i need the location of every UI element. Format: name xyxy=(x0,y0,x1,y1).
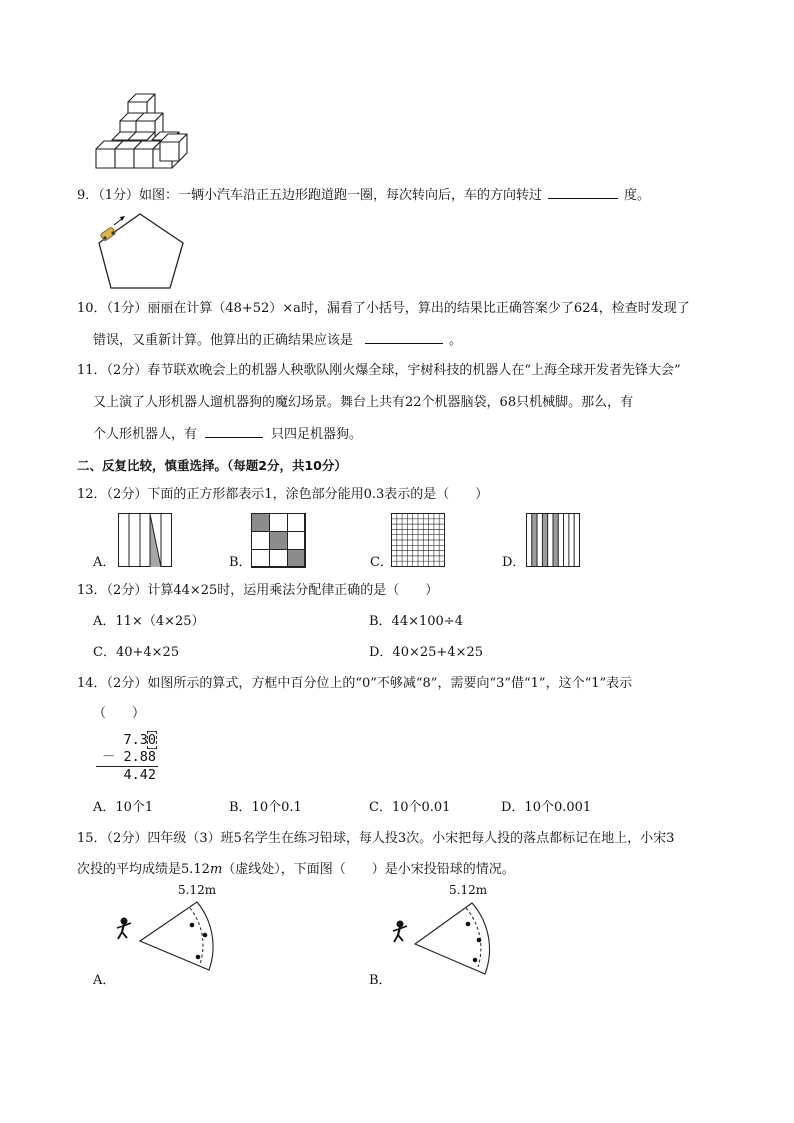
cube xyxy=(160,134,187,161)
shaded-cell xyxy=(270,532,288,550)
car-icon xyxy=(100,227,116,242)
question-13-stem: 13．（2分）计算44×25时，运用乘法分配律正确的是（ ） xyxy=(77,583,439,598)
question-10-line1: 10．（1分）丽丽在计算（48+52）×a时，漏看了小括号，算出的结果比正确答案少了624，检查时发现了 xyxy=(77,301,690,316)
q12-option-b-label[interactable]: B． xyxy=(229,555,252,570)
grid-cell xyxy=(270,550,288,568)
q14-option-c[interactable]: C．10个0.01 xyxy=(369,800,451,815)
thrower-icon xyxy=(393,921,407,942)
shaded-cell xyxy=(252,514,270,532)
question-12-stem: 12．（2分）下面的正方形都表示1，涂色部分能用0.3表示的是（ ） xyxy=(77,487,489,502)
thrower-icon xyxy=(117,918,131,939)
q13-option-b[interactable]: B．44×100÷4 xyxy=(369,614,463,629)
q10-answer-blank[interactable] xyxy=(365,331,443,344)
fig-a-distance-label: 5.12m xyxy=(178,883,217,897)
grid-cell xyxy=(288,514,306,532)
section-2-title: 二、反复比较，慎重选择。（每题2分，共10分） xyxy=(77,458,347,473)
q15-figure-b xyxy=(388,894,498,984)
shaded-strip xyxy=(553,514,558,567)
question-9: 9．（1分）如图：一辆小汽车沿正五边形跑道跑一圈，每次转向后，车的方向转过 度。 xyxy=(77,188,651,203)
pentagon-track-figure xyxy=(95,212,190,290)
shaded-strip xyxy=(542,514,547,567)
direction-arrow-icon xyxy=(114,216,125,225)
shaded-strip xyxy=(532,514,537,567)
q14-option-a[interactable]: A．10个1 xyxy=(93,800,154,815)
strip xyxy=(569,514,574,567)
question-11-line1: 11．（2分）春节联欢晚会上的机器人秧歌队刚火爆全球，宇树科技的机器人在“上海全球开发者先锋大会” xyxy=(77,363,681,378)
strip xyxy=(564,514,569,567)
q13-option-d[interactable]: D．40×25+4×25 xyxy=(369,645,483,660)
question-11-line2: 又上演了人形机器人遛机器狗的魔幻场景。舞台上共有22个机器脑袋，68只机械脚。那么，有 xyxy=(93,395,634,410)
grid-cell xyxy=(270,514,288,532)
strip xyxy=(548,514,553,567)
q14-option-d[interactable]: D．10个0.001 xyxy=(501,800,592,815)
strip xyxy=(537,514,542,567)
calc-subtrahend: － 2.88 xyxy=(101,749,156,765)
grid-cell xyxy=(288,532,306,550)
hundredths-digit-box: 0 xyxy=(147,732,156,748)
q15-option-a-label[interactable]: A． xyxy=(93,973,116,988)
question-14-stem: 14．（2分）如图所示的算式，方框中百分位上的“0”不够减“8”，需要向“3”借“1”，这个“1”表示 xyxy=(77,676,633,691)
strip xyxy=(527,514,532,567)
fig-b-distance-label: 5.12m xyxy=(449,883,488,897)
calc-top-digits: 7.3 xyxy=(123,732,148,748)
cube-stack-figure xyxy=(92,98,187,173)
question-15-line2: 次投的平均成绩是5.12m（虚线处），下面图（ ）是小宋投铅球的情况。 xyxy=(77,862,515,877)
calc-result: 4.42 xyxy=(96,766,158,784)
subtraction-calculation xyxy=(88,732,158,784)
q13-option-c[interactable]: C．40+4×25 xyxy=(93,645,180,660)
q12-square-b xyxy=(251,513,306,568)
q12-option-d-label[interactable]: D． xyxy=(502,555,526,570)
shaded-cell xyxy=(288,550,306,568)
q13-option-a[interactable]: A．11×（4×25） xyxy=(93,614,205,629)
q12-option-a-label[interactable]: A． xyxy=(93,555,116,570)
strip xyxy=(574,514,579,567)
question-10-line2: 错误，又重新计算。他算出的正确结果应该是 。 xyxy=(93,333,463,348)
grid-cell xyxy=(252,532,270,550)
strip xyxy=(558,514,563,567)
q14-option-b[interactable]: B．10个0.1 xyxy=(229,800,302,815)
grid-cell xyxy=(252,550,270,568)
q12-option-c-label[interactable]: C． xyxy=(370,555,393,570)
q15-figure-a xyxy=(112,894,222,984)
q12-square-d xyxy=(526,513,581,568)
question-15-line1: 15．（2分）四年级（3）班5名学生在练习铅球，每人投3次。小宋把每人投的落点都标记在地上，小宋3 xyxy=(77,831,675,846)
q15-option-b-label[interactable]: B． xyxy=(369,973,392,988)
q9-answer-blank[interactable] xyxy=(548,186,618,199)
question-11-line3: 个人形机器人，有 只四足机器狗。 xyxy=(93,427,363,442)
question-14-answer-paren: （ ） xyxy=(93,706,146,721)
q12-square-c xyxy=(391,513,446,568)
q12-square-a xyxy=(118,513,173,568)
q11-robots-blank[interactable] xyxy=(205,425,263,438)
